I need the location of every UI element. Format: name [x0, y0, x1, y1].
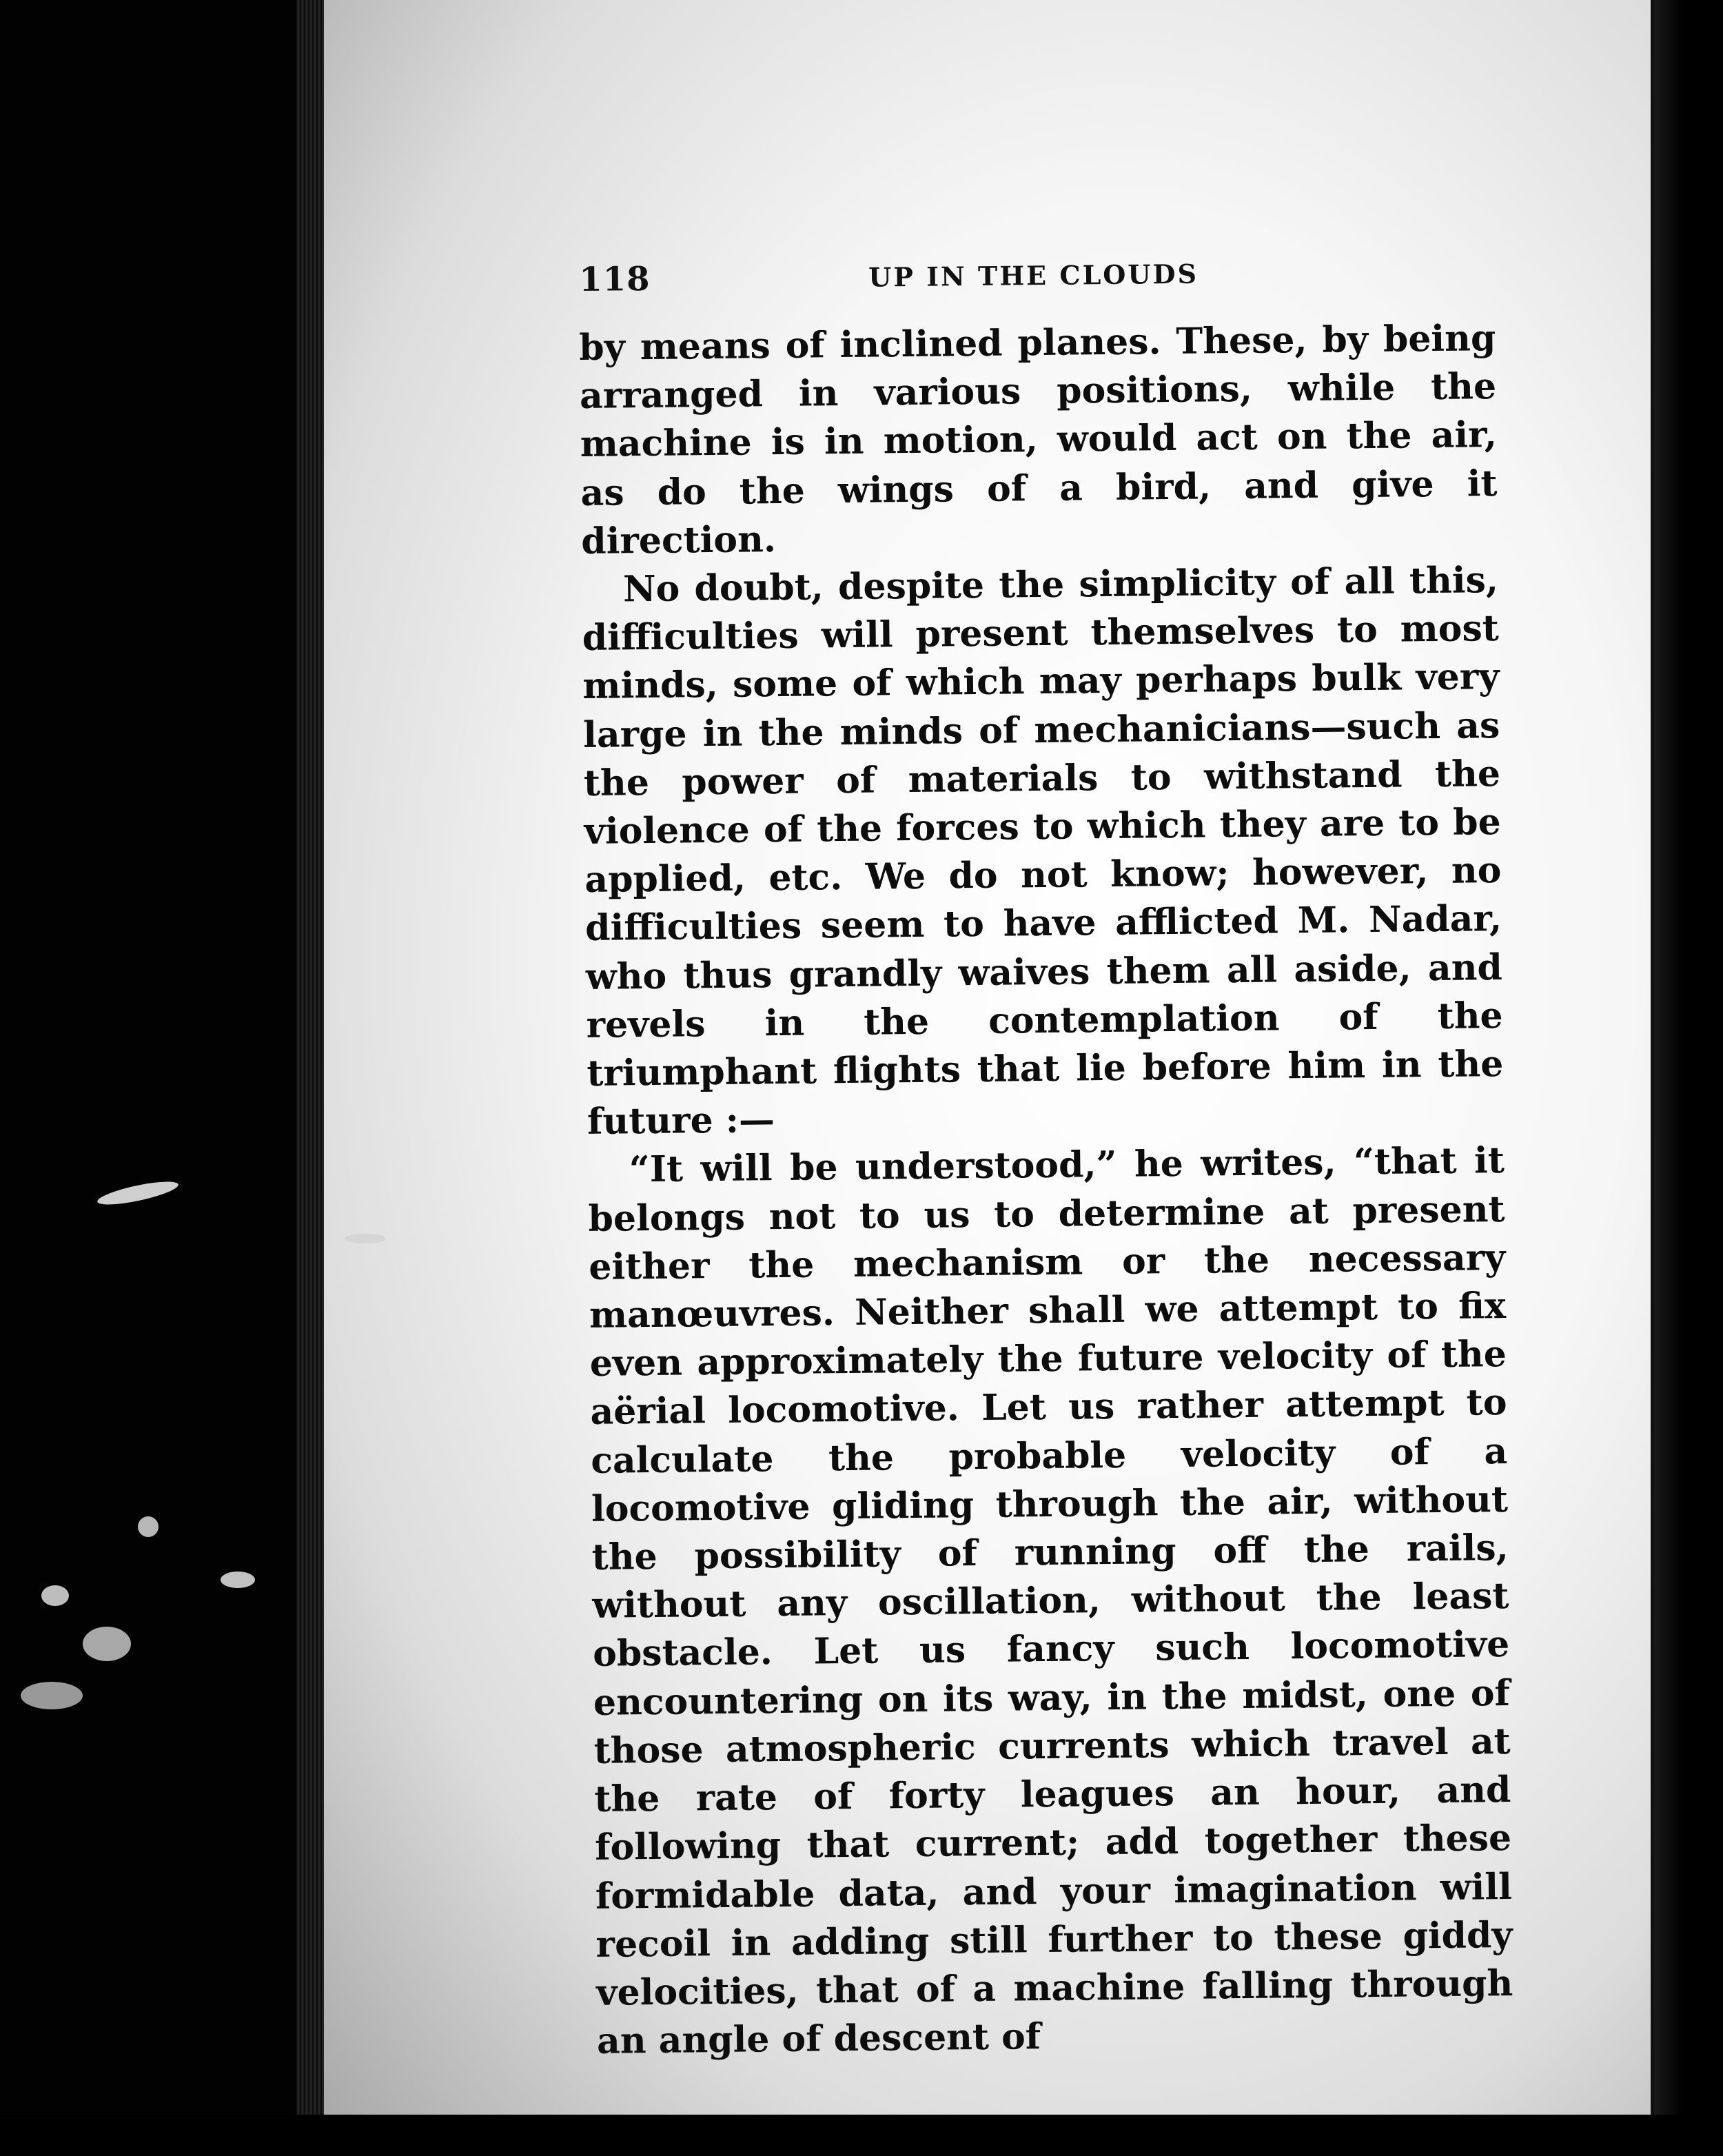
paragraph-quotation: “It will be understood,” he writes, “that it belongs not to us to determine at present either the mechanism or the necessary manœuvres. Neither shall we attempt to fix even approximately the future velocity of the aërial locomotive. Let us rather attempt to calculate the probable velocity of a locomotive gliding through the air, without the possibility of running off the rails, without any oscillation, without the least obstacle. Let us fancy such locomotive encountering on its way, in the midst, one of those atmospheric currents which travel at the rate of forty leagues an hour, and following that current; add together these formidable data, and your imagination will recoil in adding still further to these giddy velocities, that of a machine falling through an angle of descent of — [588, 1139, 1513, 2062]
right-binding-shadow — [1654, 0, 1723, 2156]
body-text — [579, 314, 1513, 2066]
paragraph-continuation: by means of inclined planes. These, by being arranged in various positions, while the machine is in motion, would act on the air, as do the wings of a bird, and give it direction. — [579, 317, 1498, 562]
scan-speck — [221, 1572, 255, 1588]
scan-speck — [138, 1516, 159, 1537]
scan-speck — [21, 1682, 83, 1709]
scan-speck — [345, 1234, 386, 1243]
scan-speck — [41, 1585, 69, 1606]
left-background-shadow — [0, 0, 317, 2156]
paragraph: No doubt, despite the simplicity of all this, difficulties will present themselves to most minds, some of which may perhaps bulk very large in the minds of mechanicians—such as the power of materials to withstand the violence of the forces to which they are to be applied, etc. We do not know; however, no difficulties seem to have afflicted M. Nadar, who thus grandly waives them all aside, and revels in the contemplation of the triumphant flights that lie before him in the future :— — [582, 559, 1504, 1143]
running-head — [579, 251, 1517, 316]
bottom-border — [0, 2115, 1723, 2156]
page-number: 118 — [579, 259, 651, 299]
scan-speck — [83, 1627, 131, 1661]
running-title: UP IN THE CLOUDS — [868, 258, 1199, 293]
